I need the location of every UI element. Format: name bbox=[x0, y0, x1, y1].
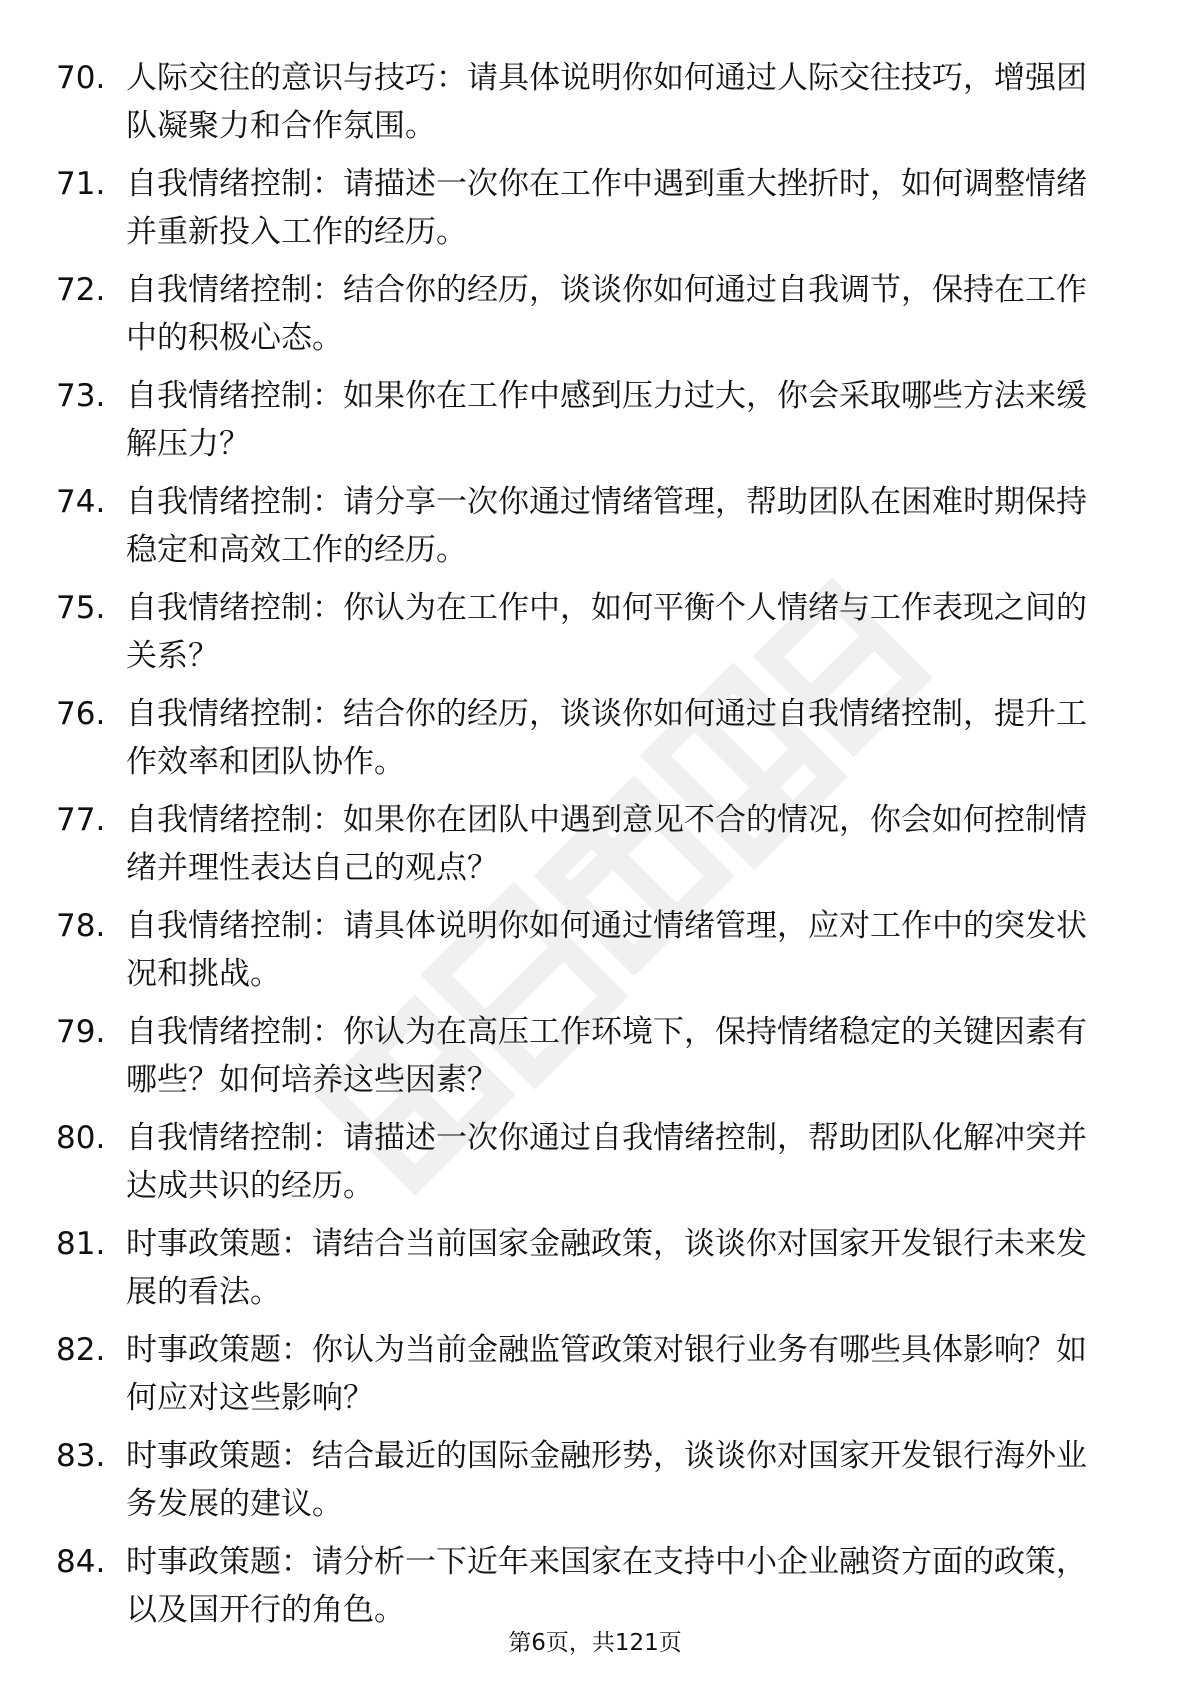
question-text: 时事政策题：请结合当前国家金融政策，谈谈你对国家开发银行未来发展的看法。 bbox=[126, 1226, 1087, 1310]
question-text: 自我情绪控制：请描述一次你在工作中遇到重大挫折时，如何调整情绪并重新投入工作的经历。 bbox=[126, 166, 1087, 250]
question-text: 时事政策题：你认为当前金融监管政策对银行业务有哪些具体影响？如何应对这些影响？ bbox=[126, 1332, 1087, 1416]
question-number: 80. bbox=[56, 1120, 106, 1156]
question-item bbox=[0, 478, 1190, 584]
question-item bbox=[0, 1114, 1190, 1220]
question-item bbox=[0, 1220, 1190, 1326]
question-number: 75. bbox=[56, 590, 106, 626]
question-number: 84. bbox=[56, 1544, 106, 1580]
question-text: 自我情绪控制：结合你的经历，谈谈你如何通过自我调节，保持在工作中的积极心态。 bbox=[126, 272, 1087, 356]
question-list bbox=[0, 54, 1190, 1644]
page-number-footer: 第6页，共121页 bbox=[508, 1630, 682, 1656]
question-text: 自我情绪控制：你认为在工作中，如何平衡个人情绪与工作表现之间的关系？ bbox=[126, 590, 1087, 674]
question-item bbox=[0, 160, 1190, 266]
question-number: 79. bbox=[56, 1014, 106, 1050]
question-item bbox=[0, 1008, 1190, 1114]
question-text: 自我情绪控制：请分享一次你通过情绪管理，帮助团队在困难时期保持稳定和高效工作的经历。 bbox=[126, 484, 1087, 568]
question-item bbox=[0, 1326, 1190, 1432]
question-text: 自我情绪控制：你认为在高压工作环境下，保持情绪稳定的关键因素有哪些？如何培养这些因素？ bbox=[126, 1014, 1087, 1098]
question-text: 自我情绪控制：请具体说明你如何通过情绪管理，应对工作中的突发状况和挑战。 bbox=[126, 908, 1087, 992]
question-number: 71. bbox=[56, 166, 106, 202]
question-item bbox=[0, 1432, 1190, 1538]
question-text: 时事政策题：结合最近的国际金融形势，谈谈你对国家开发银行海外业务发展的建议。 bbox=[126, 1438, 1087, 1522]
question-text: 自我情绪控制：请描述一次你通过自我情绪控制，帮助团队化解冲突并达成共识的经历。 bbox=[126, 1120, 1087, 1204]
question-number: 83. bbox=[56, 1438, 106, 1474]
question-text: 自我情绪控制：结合你的经历，谈谈你如何通过自我情绪控制，提升工作效率和团队协作。 bbox=[126, 696, 1087, 780]
question-text: 人际交往的意识与技巧：请具体说明你如何通过人际交往技巧，增强团队凝聚力和合作氛围。 bbox=[126, 60, 1087, 144]
question-item bbox=[0, 902, 1190, 1008]
question-item bbox=[0, 796, 1190, 902]
question-number: 82. bbox=[56, 1332, 106, 1368]
question-item bbox=[0, 690, 1190, 796]
question-item bbox=[0, 372, 1190, 478]
question-text: 自我情绪控制：如果你在团队中遇到意见不合的情况，你会如何控制情绪并理性表达自己的观点？ bbox=[126, 802, 1087, 886]
question-number: 78. bbox=[56, 908, 106, 944]
question-item bbox=[0, 266, 1190, 372]
question-text: 自我情绪控制：如果你在工作中感到压力过大，你会采取哪些方法来缓解压力？ bbox=[126, 378, 1087, 462]
question-text: 时事政策题：请分析一下近年来国家在支持中小企业融资方面的政策，以及国开行的角色。 bbox=[126, 1544, 1087, 1628]
question-item bbox=[0, 584, 1190, 690]
question-number: 77. bbox=[56, 802, 106, 838]
question-item bbox=[0, 54, 1190, 160]
question-number: 74. bbox=[56, 484, 106, 520]
question-number: 72. bbox=[56, 272, 106, 308]
question-number: 76. bbox=[56, 696, 106, 732]
question-number: 73. bbox=[56, 378, 106, 414]
question-number: 70. bbox=[56, 60, 106, 96]
question-number: 81. bbox=[56, 1226, 106, 1262]
